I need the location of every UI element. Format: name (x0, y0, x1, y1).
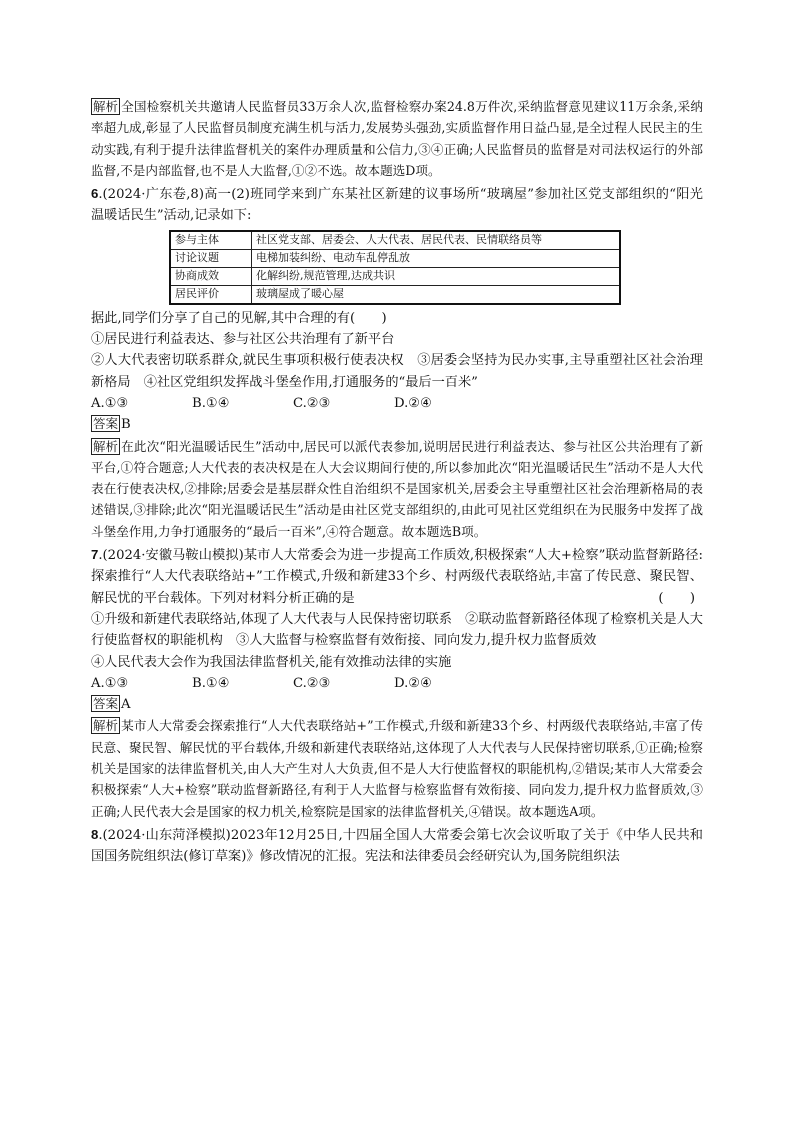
table-row (170, 249, 620, 267)
q6-answer (91, 414, 703, 435)
analysis-tag: 解析 (93, 99, 119, 114)
q6-record-table (169, 230, 621, 305)
q6-stem (91, 183, 703, 227)
q8-stem (91, 824, 703, 868)
table-row (170, 231, 620, 250)
option-b: B.①④ (192, 395, 230, 411)
option-d: D.②④ (394, 395, 432, 411)
q7-analysis (91, 715, 703, 821)
document-page (91, 96, 703, 868)
q8-number: 8 (91, 826, 99, 842)
answer-tag: 答案 (93, 696, 119, 712)
q7-options (91, 673, 703, 694)
option-a: A.①③ (91, 395, 129, 411)
table-value: 社区党支部、居委会、人大代表、居民代表、民情联络员等 (252, 231, 621, 250)
table-key: 协商成效 (170, 267, 252, 285)
answer-tag: 答案 (93, 416, 119, 432)
q8-stem-text: .(2024·山东菏泽模拟)2023年12月25日,十四届全国人大常委会第七次会议听取了关于《中华人民共和国国务院组织法(修订草案)》修改情况的汇报。宪法和法律委员会经研究认为,国务院组织法 (91, 827, 703, 865)
analysis-tag: 解析 (93, 438, 119, 454)
q6-number: 6 (91, 186, 99, 202)
q6-statements: ①居民进行利益表达、参与社区公共治理有了新平台 ②人大代表密切联系群众,就民生事项积极行使表决权 ③居委会坚持为民办实事,主导重塑社区社会治理新格局 ④社区党组织发挥战斗堡垒作用,打通服务的“最后一百米” (91, 332, 703, 390)
table-value: 电梯加装纠纷、电动车乱停乱放 (252, 249, 621, 267)
q6-options (91, 393, 703, 414)
q7-analysis-text: 某市人大常委会探索推行“人大代表联络站+”工作模式,升级和新建33个乡、村两级代表联络站,丰富了传民意、聚民智、解民忧的平台载体,升级和新建代表联络站,这体现了人大代表与人民保持密切联系,①正确;检察机关是国家的法律监督机关,由人大产生对人大负责,但不是人大行使监督权的职能机构,②错误;某市人大常委会积极探索“人大+检察”联动监督新路径,有利于人大监督与检察监督有效衔接、同向发力,提升权力监督质效,③正确;人民代表大会是国家的权力机关,检察院是国家的法律监督机关,④错误。故本题选A项。 (91, 718, 703, 819)
option-b: B.①④ (192, 675, 230, 691)
table-key: 参与主体 (170, 231, 252, 250)
option-d: D.②④ (394, 675, 432, 691)
table-row (170, 267, 620, 285)
option-c: C.②③ (293, 395, 331, 411)
q7-answer (91, 694, 703, 715)
q7-stem-text: .(2024·安徽马鞍山模拟)某市人大常委会为进一步提高工作质效,积极探索“人大+检察”联动监督新路径:探索推行“人大代表联络站+”工作模式,升级和新建33个乡、村两级代表联络站,丰富了传民意、聚民智、解民忧的平台载体。下列对材料分析正确的是 (91, 548, 703, 606)
q6-question: 据此,同学们分享了自己的见解,其中合理的有( ) (91, 310, 387, 326)
q6-answer-value: B (121, 417, 131, 433)
q7-statements: ①升级和新建代表联络站,体现了人大代表与人民保持密切联系 ②联动监督新路径体现了检察机关是人大行使监督权的职能机构 ③人大监督与检察监督有效衔接、同向发力,提升权力监督质效 ④人民代表大会作为我国法律监督机关,能有效推动法律的实施 (91, 611, 703, 670)
q6-analysis-text: 在此次“阳光温暖话民生”活动中,居民可以派代表参加,说明居民进行利益表达、参与社区公共治理有了新平台,①符合题意;人大代表的表决权是在人大会议期间行使的,所以参加此次“阳光温暖话民生”活动不是人大代表在行使表决权,②排除;居委会是基层群众性自治组织不是国家机关,居委会主导重塑社区社会治理新格局的表述错误,③排除;此次“阳光温暖话民生”活动是由社区党支部组织的,由此可见社区党组织在为民服务中发挥了战斗堡垒作用,力争打通服务的“最后一百米”,④符合题意。故本题选B项。 (91, 438, 703, 539)
q7-answer-blank: ( ) (658, 590, 695, 606)
q6-analysis (91, 436, 703, 542)
q5-analysis (91, 96, 703, 181)
q5-analysis-text: 全国检察机关共邀请人民监督员33万余人次,监督检察办案24.8万件次,采纳监督意见建议11万余条,采纳率超九成,彰显了人民监督员制度充满生机与活力,发展势头强劲,实质监督作用日益凸显,是全过程人民民主的生动实践,有利于提升法律监督机关的案件办理质量和公信力,③④正确;人民监督员的监督是对司法权运行的外部监督,不是内部监督,也不是人大监督,①②不选。故本题选D项。 (91, 99, 703, 178)
q6-stem-text: .(2024·广东卷,8)高一(2)班同学来到广东某社区新建的议事场所“玻璃屋”参加社区党支部组织的“阳光温暖话民生”活动,记录如下: (91, 187, 703, 224)
table-value: 化解纠纷,规范管理,达成共识 (252, 267, 621, 285)
option-c: C.②③ (293, 675, 331, 691)
option-a: A.①③ (91, 675, 129, 691)
table-key: 居民评价 (170, 285, 252, 304)
table-row (170, 285, 620, 304)
q7-stem (91, 544, 703, 609)
table-key: 讨论议题 (170, 249, 252, 267)
q7-answer-value: A (121, 697, 131, 713)
q7-number: 7 (91, 547, 99, 563)
analysis-tag: 解析 (93, 718, 119, 734)
table-value: 玻璃屋成了暖心屋 (252, 285, 621, 304)
